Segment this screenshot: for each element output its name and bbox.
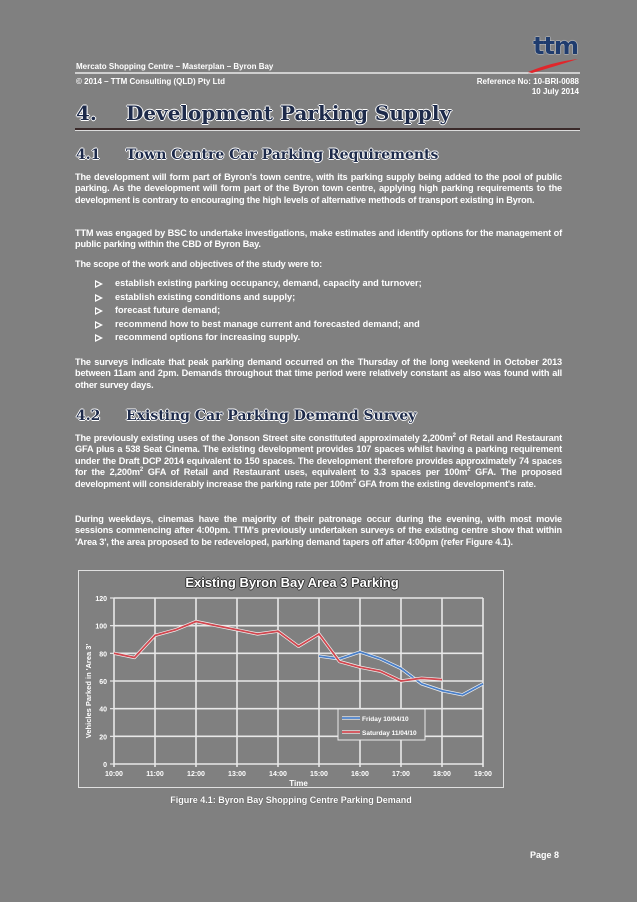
- paragraph: The surveys indicate that peak parking demand occurred on the Thursday of the long weekend in October 2013 between 11am and 2pm. Demands throughout that time period were relatively constant as also was found with all other survey days.: [75, 357, 562, 390]
- paragraph: TTM was engaged by BSC to undertake investigations, make estimates and identify options for the management of public parking within the CBD of Byron Bay.: [75, 228, 562, 250]
- chart-title: Existing Byron Bay Area 3 Parking: [185, 575, 399, 590]
- section-title: Development Parking Supply: [126, 101, 452, 125]
- reference-label: Reference No:: [476, 77, 531, 86]
- x-tick-label: 18:00: [433, 771, 451, 778]
- y-tick-label: 60: [99, 679, 107, 686]
- figure-caption: Figure 4.1: Byron Bay Shopping Centre Parking Demand: [170, 795, 412, 805]
- x-tick-label: 16:00: [351, 771, 369, 778]
- list-item: establish existing parking occupancy, demand, capacity and turnover;: [95, 277, 422, 291]
- legend-label: Friday 10/04/10: [362, 716, 409, 723]
- project-title: Mercato Shopping Centre – Masterplan – Byron Bay: [76, 62, 274, 71]
- y-tick-label: 0: [103, 762, 107, 769]
- y-axis-title: Vehicles Parked in 'Area 3': [84, 643, 93, 739]
- section-number: 4.: [76, 101, 97, 125]
- x-tick-label: 15:00: [310, 771, 328, 778]
- logo-text: ttm: [533, 32, 578, 60]
- list-item: establish existing conditions and supply;: [95, 291, 422, 305]
- legend-label: Saturday 11/04/10: [362, 730, 417, 737]
- copyright: © 2014 – TTM Consulting (QLD) Pty Ltd: [76, 77, 226, 86]
- x-tick-label: 12:00: [187, 771, 205, 778]
- paragraph: The scope of the work and objectives of the study were to:: [75, 259, 323, 269]
- x-tick-label: 14:00: [269, 771, 287, 778]
- y-tick-label: 20: [99, 734, 107, 742]
- document-date: 10 July 2014: [531, 87, 579, 96]
- page-number: Page 8: [530, 850, 560, 860]
- y-tick-label: 40: [99, 706, 107, 714]
- reference-value: 10-BRI-0088: [533, 77, 579, 86]
- y-tick-label: 120: [95, 596, 107, 603]
- paragraph: The previously existing uses of the Jonson Street site constituted approximately $2,200m^2$ of Retail and Restaurant GFA plus a 538 Seat Cinema. The existing development provides 107 spaces whilst having a parking requirement under the Draft DCP 2014 equivalent to 150 spaces. The development therefore provides approximately 74 spaces for the $2,200m^2$ GFA of Retail and Restaurant uses, equivalent to 3.3 spaces per $100m^2$ GFA. The proposed development will considerably increase the parking rate per $100m^2$ GFA from the existing development's rate.: [75, 432, 562, 489]
- x-tick-label: 13:00: [228, 771, 246, 778]
- subsection-title: Existing Car Parking Demand Survey: [126, 408, 417, 424]
- x-tick-label: 17:00: [392, 771, 410, 778]
- list-item: recommend how to best manage current and forecasted demand; and: [95, 318, 422, 332]
- x-tick-label: 10:00: [105, 771, 123, 778]
- subsection-number: 4.1: [76, 147, 101, 163]
- list-item: forecast future demand;: [95, 304, 422, 318]
- paragraph: During weekdays, cinemas have the majority of their patronage occur during the evening, with most movie sessions commencing after 4:00pm. TTM's previously undertaken surveys of the existing centre show that within 'Area 3', the area proposed to be redeveloped, parking demand tapers off after 4:00pm (refer Figure 4.1).: [75, 514, 562, 547]
- y-tick-label: 100: [95, 623, 107, 631]
- list-item: recommend options for increasing supply.: [95, 331, 422, 345]
- y-tick-label: 80: [99, 651, 107, 659]
- x-tick-label: 19:00: [474, 771, 492, 778]
- paragraph: The development will form part of Byron's town centre, with its parking supply being added to the pool of public parking. As the development will form part of the Byron town centre, applying high parking requirements to the development is contrary to encouraging the high levels of alternative methods of transport existing in Byron.: [75, 172, 562, 205]
- x-axis-title: Time: [289, 779, 308, 788]
- subsection-title: Town Centre Car Parking Requirements: [126, 147, 439, 163]
- x-tick-label: 11:00: [146, 771, 164, 778]
- subsection-number: 4.2: [76, 408, 101, 424]
